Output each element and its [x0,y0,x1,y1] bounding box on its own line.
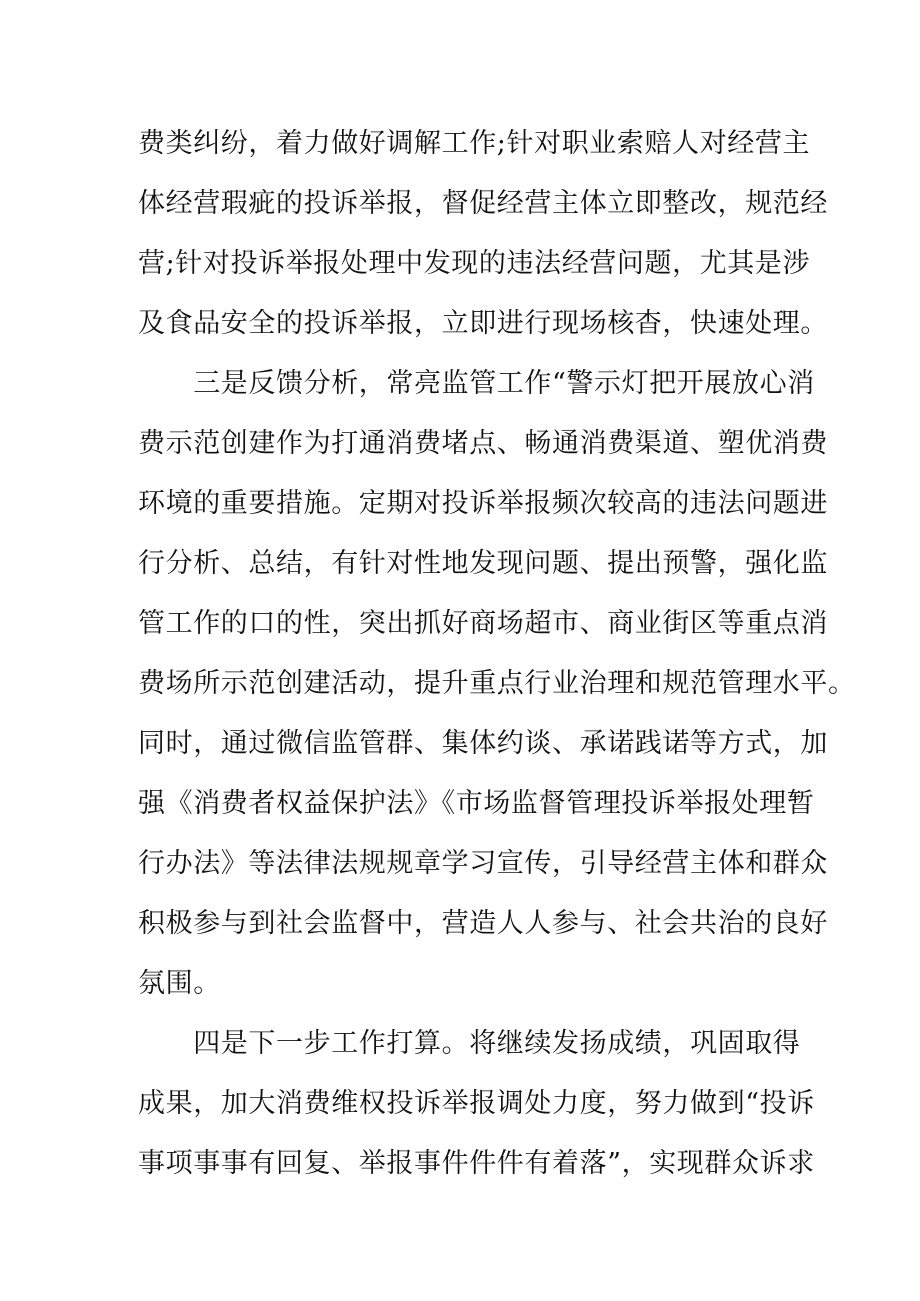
text-line: 体经营瑕疵的投诉举报，督促经营主体立即整改，规范经 [138,188,828,219]
text-line: 行办法》等法律法规规章学习宣传，引导经营主体和群众 [138,848,828,879]
text-line: 费示范创建作为打通消费堵点、畅通消费渠道、塑优消费 [138,428,828,459]
text-line: 积极参与到社会监督中，营造人人参与、社会共治的良好 [138,908,828,939]
text-line: 营;针对投诉举报处理中发现的违法经营问题，尤其是涉 [138,248,811,279]
text-line: 事项事事有回复、举报事件件件有着落”，实现群众诉求 [138,1148,815,1179]
text-line: 费场所示范创建活动，提升重点行业治理和规范管理水平。 [138,668,856,699]
text-line: 三是反馈分析，常亮监管工作“警示灯把开展放心消 [138,368,815,399]
text-line: 同时，通过微信监管群、集体约谈、承诺践诺等方式，加 [138,728,828,759]
text-line: 费类纠纷，着力做好调解工作;针对职业索赔人对经营主 [138,128,811,159]
text-line: 行分析、总结，有针对性地发现问题、提出预警，强化监 [138,548,828,579]
text-line: 成果，加大消费维权投诉举报调处力度，努力做到“投诉 [138,1088,815,1119]
text-line: 四是下一步工作打算。将继续发扬成绩，巩固取得 [138,1028,801,1059]
text-line: 强《消费者权益保护法》《市场监督管理投诉举报处理暂 [138,788,815,819]
text-line: 氛围。 [138,968,221,999]
text-line: 管工作的口的性，突出抓好商场超市、商业街区等重点消 [138,608,828,639]
body-text [138,114,856,1194]
text-line: 环境的重要措施。定期对投诉举报频次较高的违法问题进 [138,488,828,519]
text-line: 及食品安全的投诉举报，立即进行现场核杳，快速处理。 [138,308,828,339]
